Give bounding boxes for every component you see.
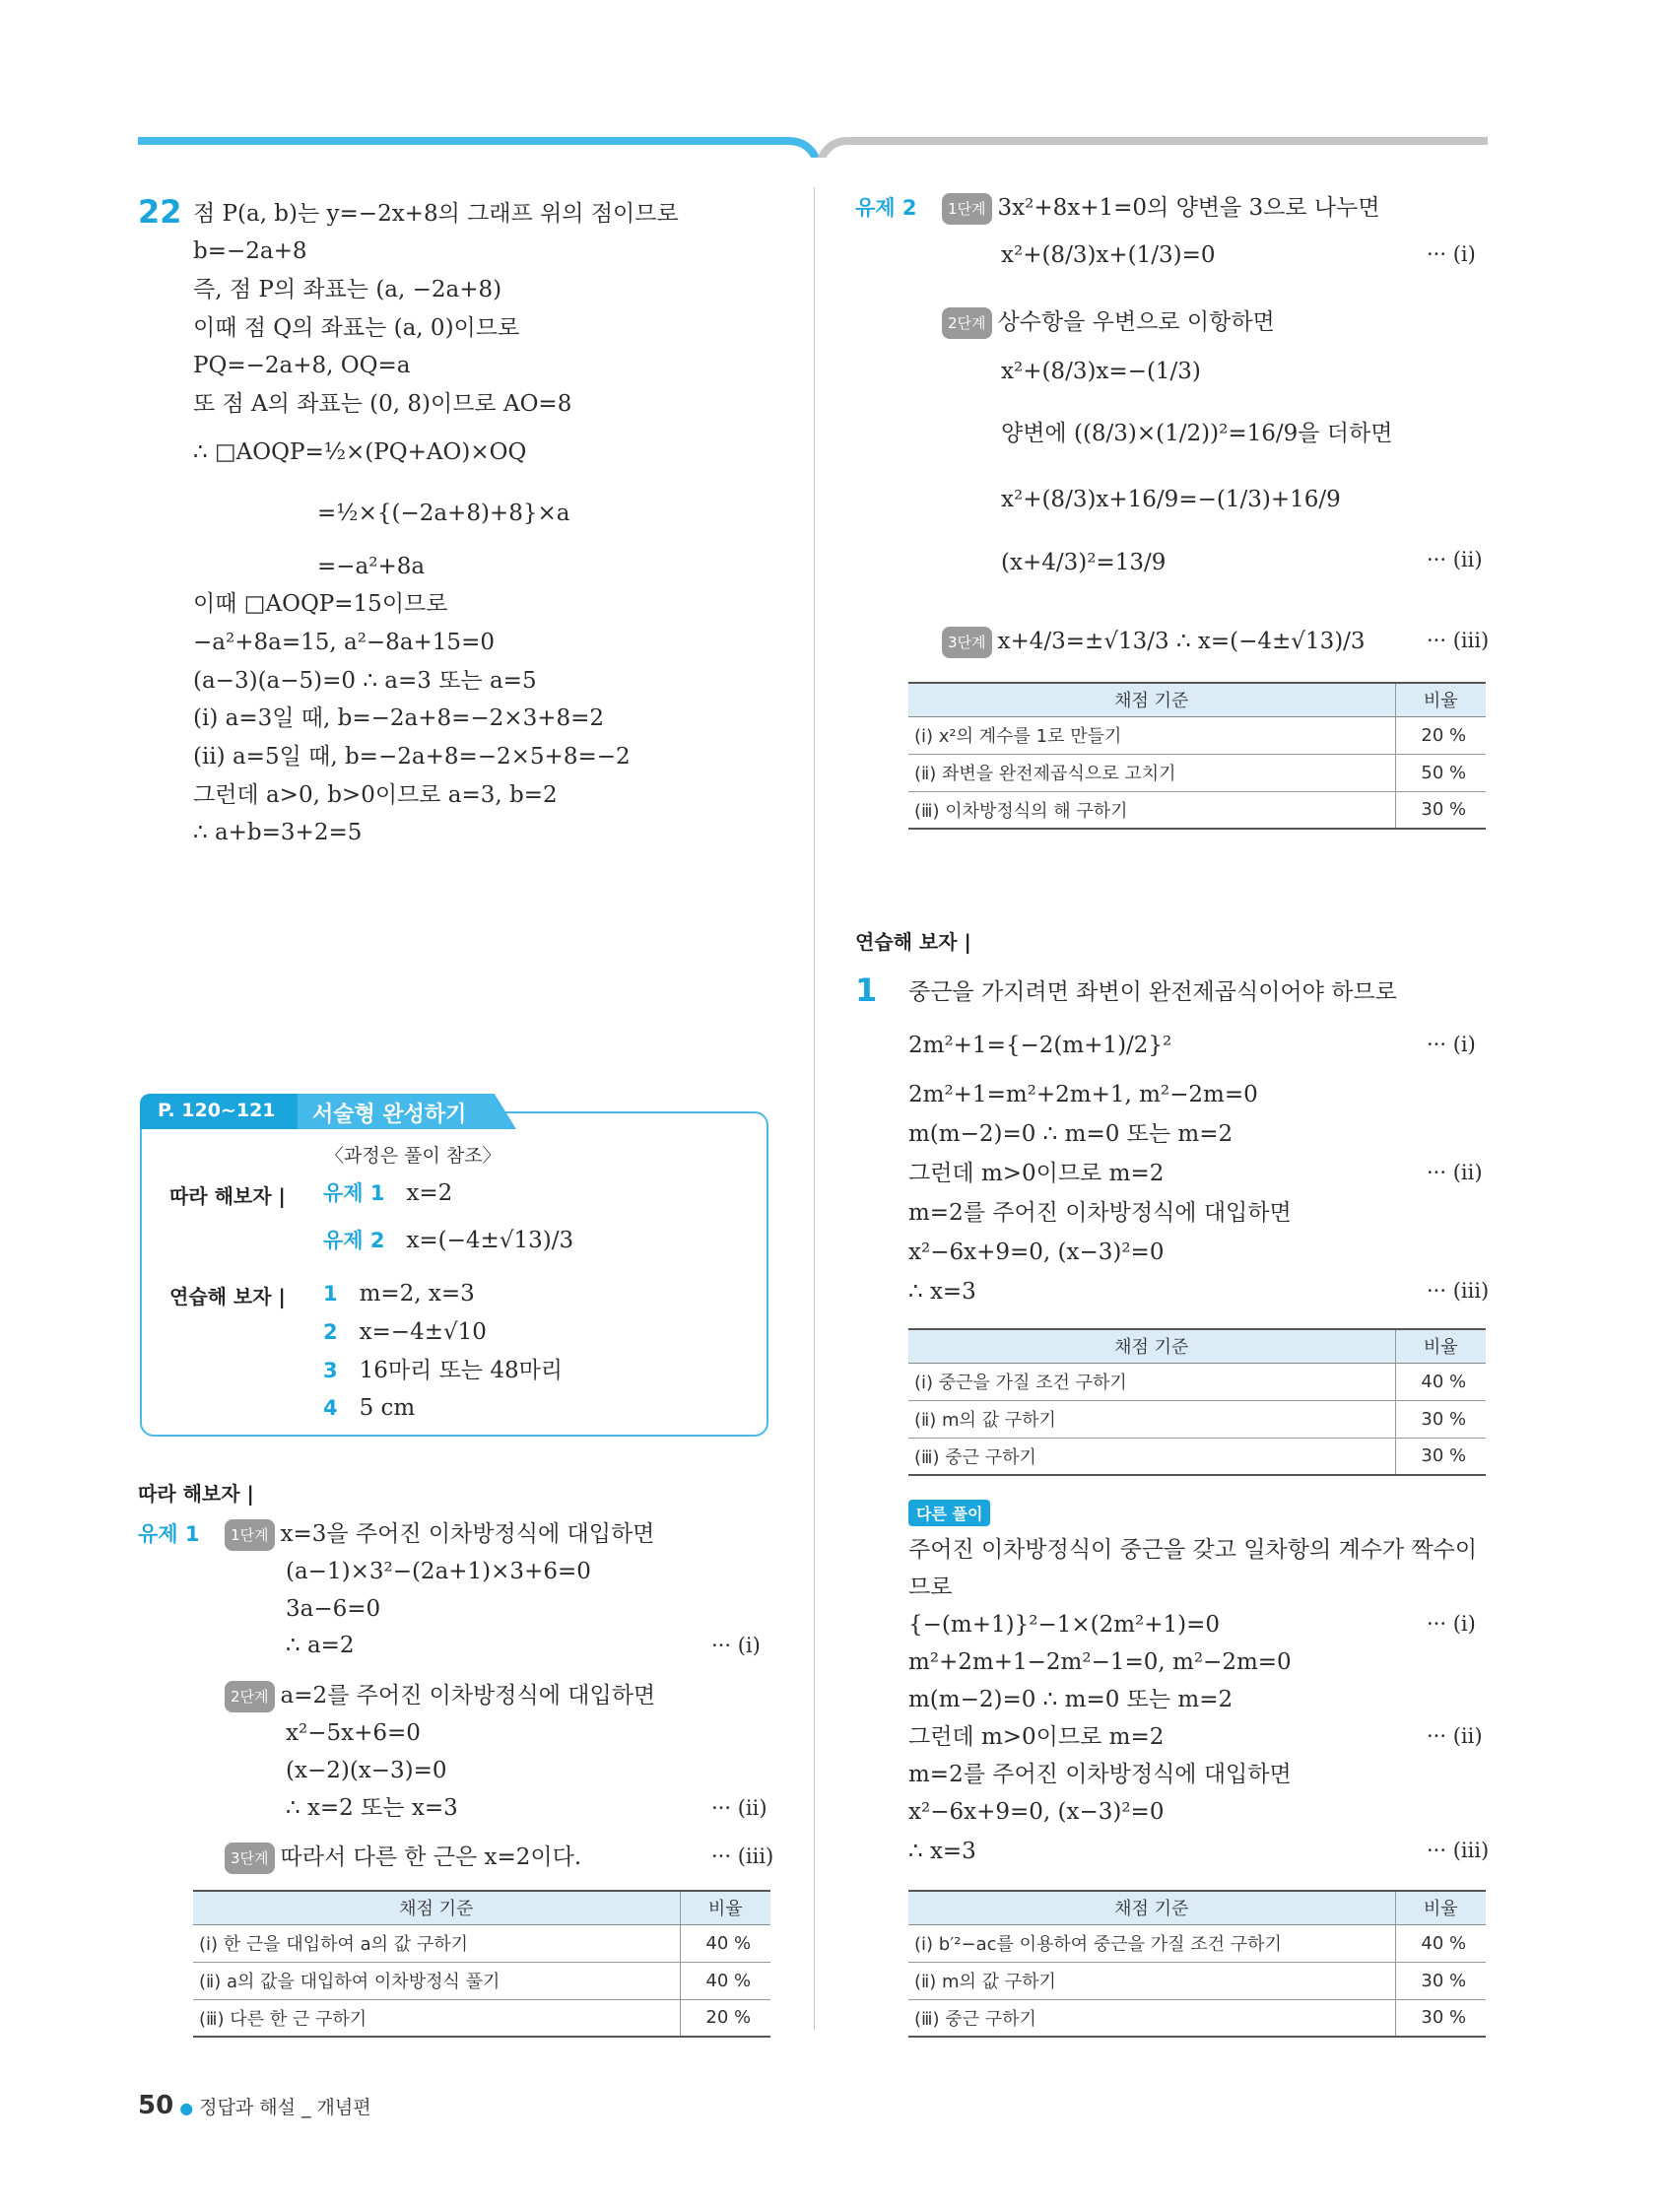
solution-line: 즉, 점 P의 좌표는 (a, −2a+8) [193,277,502,302]
table-row: (ⅲ) 이차방정식의 해 구하기 30 % [908,791,1486,829]
step-mark: ··· (ⅱ) [711,1796,767,1820]
problem-number: 1 [855,972,878,1009]
solution-line: ∴ x=3 [908,1839,976,1864]
solution-line: x²−6x+9=0, (x−3)²=0 [908,1799,1165,1825]
solution-line: 2m²+1={−2(m+1)/2}² [908,1033,1172,1058]
equation: x²+(8/3)x=−(1/3) [1001,359,1201,384]
summary-follow-item: 유제 1 x=2 [323,1180,453,1206]
table-row: (ⅱ) 좌변을 완전제곱식으로 고치기 50 % [908,754,1486,791]
header-bar [0,0,1668,158]
solution-line: m(m−2)=0 ∴ m=0 또는 m=2 [908,1687,1234,1712]
solution-line: (a−3)(a−5)=0 ∴ a=3 또는 a=5 [193,668,537,694]
table-row: (ⅱ) m의 값 구하기 30 % [908,1400,1486,1438]
equation: (x+4/3)²=13/9 [1001,550,1167,575]
summary-follow-label: 따라 해보자 | [169,1184,286,1208]
solution-line: 중근을 가지려면 좌변이 완전제곱식이어야 하므로 [908,979,1397,1005]
practice-heading: 연습해 보자 | [855,930,971,954]
summary-note: 〈과정은 풀이 참조〉 [325,1145,501,1167]
solution-line: m=2를 주어진 이차방정식에 대입하면 [908,1200,1292,1226]
table-row: (ⅱ) a의 값을 대입하여 이차방정식 풀기 40 % [193,1962,770,1999]
yuje1-step2: 2단계 a=2를 주어진 이차방정식에 대입하면 [225,1681,655,1712]
summary-practice-item: 3 16마리 또는 48마리 [323,1358,564,1383]
page-footer [138,2091,371,2120]
solution-line: m(m−2)=0 ∴ m=0 또는 m=2 [908,1121,1234,1147]
step-mark: ··· (ⅲ) [1427,629,1490,652]
solution-line: 이때 점 Q의 좌표는 (a, 0)이므로 [193,315,520,341]
solution-line: 므로 [908,1575,953,1600]
step-mark: ··· (ⅰ) [1427,242,1476,266]
yuje1-step3: 3단계 따라서 다른 한 근은 x=2이다. [225,1843,581,1874]
solution-line: m=2를 주어진 이차방정식에 대입하면 [908,1762,1292,1787]
equation: x²+(8/3)x+16/9=−(1/3)+16/9 [1001,487,1341,512]
step-mark: ··· (ⅱ) [1427,548,1483,571]
scoring-table: 채점 기준 비율 (ⅰ) x²의 계수를 1로 만들기 20 % (ⅱ) 좌변을 완전제곱식으로 고치기 50 % (ⅲ) 이차방정식의 해 구하기 30 % [908,682,1486,830]
solution-line: =−a²+8a [317,554,426,579]
solution-line: 그런데 m>0이므로 m=2 [908,1724,1165,1750]
summary-practice-label: 연습해 보자 | [169,1285,286,1308]
yuje2-tag: 유제 2 [855,196,917,220]
step-mark: ··· (ⅰ) [711,1634,761,1657]
solution-line: m²+2m+1−2m²−1=0, m²−2m=0 [908,1649,1292,1675]
summary-title: 서술형 완성하기 [312,1103,467,1127]
solution-line: 2m²+1=m²+2m+1, m²−2m=0 [908,1082,1258,1107]
table-row: (ⅰ) b′²−ac를 이용하여 중근을 가질 조건 구하기 40 % [908,1924,1486,1962]
alt-solution-badge: 다른 풀이 [908,1500,990,1526]
yuje1-step1: 1단계 x=3을 주어진 이차방정식에 대입하면 [225,1519,654,1551]
step-mark: ··· (ⅲ) [1427,1839,1490,1862]
scoring-table: 채점 기준 비율 (ⅰ) 한 근을 대입하여 a의 값 구하기 40 % (ⅱ) a의 값을 대입하여 이차방정식 풀기 40 % (ⅲ) 다른 한 근 구하기 20 % [193,1890,770,2038]
solution-line: 이때 □AOQP=15이므로 [193,591,448,617]
table-row: (ⅰ) 한 근을 대입하여 a의 값 구하기 40 % [193,1924,770,1962]
solution-line: x²−5x+6=0 [286,1720,421,1746]
footer-label: 정답과 해설 _ 개념편 [199,2097,371,2118]
summary-tab [140,1094,516,1129]
table-row: (ⅰ) x²의 계수를 1로 만들기 20 % [908,716,1486,754]
solution-line: ∴ x=3 [908,1279,976,1305]
summary-practice-item: 2 x=−4±√10 [323,1319,487,1345]
table-row: (ⅲ) 중근 구하기 30 % [908,1438,1486,1475]
summary-practice-item: 1 m=2, x=3 [323,1281,475,1307]
summary-page-range: P. 120~121 [158,1100,276,1121]
solution-line: =½×{(−2a+8)+8}×a [317,501,570,526]
step-mark: ··· (ⅲ) [711,1844,774,1868]
follow-heading: 따라 해보자 | [138,1482,254,1506]
solution-line: x²−6x+9=0, (x−3)²=0 [908,1240,1165,1265]
solution-line: (ⅰ) a=3일 때, b=−2a+8=−2×3+8=2 [193,705,605,731]
yuje2-step1: 1단계 3x²+8x+1=0의 양변을 3으로 나누면 [942,193,1380,225]
page-number: 50 [138,2091,174,2120]
solution-line: (x−2)(x−3)=0 [286,1758,447,1783]
table-row: (ⅲ) 중근 구하기 30 % [908,1999,1486,2037]
solution-line: b=−2a+8 [193,238,307,264]
solution-line: 또 점 A의 좌표는 (0, 8)이므로 AO=8 [193,391,572,417]
solution-line: (ⅱ) a=5일 때, b=−2a+8=−2×5+8=−2 [193,744,631,770]
solution-line: 점 P(a, b)는 y=−2x+8의 그래프 위의 점이므로 [193,201,679,227]
solution-line: −a²+8a=15, a²−8a+15=0 [193,630,495,655]
equation: x²+(8/3)x+(1/3)=0 [1001,242,1216,268]
solution-line: ∴ a+b=3+2=5 [193,820,363,845]
solution-line: 그런데 a>0, b>0이므로 a=3, b=2 [193,782,558,808]
solution-line: ∴ a=2 [286,1633,355,1658]
solution-line: (a−1)×3²−(2a+1)×3+6=0 [286,1559,591,1584]
yuje1-tag: 유제 1 [138,1522,200,1546]
step-mark: ··· (ⅱ) [1427,1161,1483,1184]
scoring-table: 채점 기준 비율 (ⅰ) b′²−ac를 이용하여 중근을 가질 조건 구하기 40 % (ⅱ) m의 값 구하기 30 % (ⅲ) 중근 구하기 30 % [908,1890,1486,2038]
step-mark: ··· (ⅰ) [1427,1033,1476,1056]
summary-follow-item: 유제 2 x=(−4±√13)/3 [323,1228,574,1253]
solution-line: 3a−6=0 [286,1596,381,1622]
solution-line: ∴ x=2 또는 x=3 [286,1795,458,1821]
yuje2-step3: 3단계 x+4/3=±√13/3 ∴ x=(−4±√13)/3 [942,627,1366,658]
solution-line: 그런데 m>0이므로 m=2 [908,1161,1165,1186]
table-row: (ⅲ) 다른 한 근 구하기 20 % [193,1999,770,2037]
solution-line: PQ=−2a+8, OQ=a [193,353,411,378]
column-divider [814,187,815,2030]
solution-line: ∴ □AOQP=½×(PQ+AO)×OQ [193,439,527,465]
scoring-table: 채점 기준 비율 (ⅰ) 중근을 가질 조건 구하기 40 % (ⅱ) m의 값 구하기 30 % (ⅲ) 중근 구하기 30 % [908,1328,1486,1476]
solution-line: 주어진 이차방정식이 중근을 갖고 일차항의 계수가 짝수이 [908,1537,1478,1563]
step-mark: ··· (ⅱ) [1427,1724,1483,1748]
problem-number: 22 [138,193,182,231]
table-row: (ⅰ) 중근을 가질 조건 구하기 40 % [908,1363,1486,1400]
step-mark: ··· (ⅲ) [1427,1279,1490,1303]
bullet-icon: ● [179,2099,194,2117]
table-row: (ⅱ) m의 값 구하기 30 % [908,1962,1486,1999]
summary-practice-item: 4 5 cm [323,1395,416,1421]
equation: 양변에 ((8/3)×(1/2))²=16/9을 더하면 [1001,421,1393,446]
solution-line: {−(m+1)}²−1×(2m²+1)=0 [908,1612,1221,1638]
step-mark: ··· (ⅰ) [1427,1612,1476,1636]
yuje2-step2: 2단계 상수항을 우변으로 이항하면 [942,307,1275,339]
